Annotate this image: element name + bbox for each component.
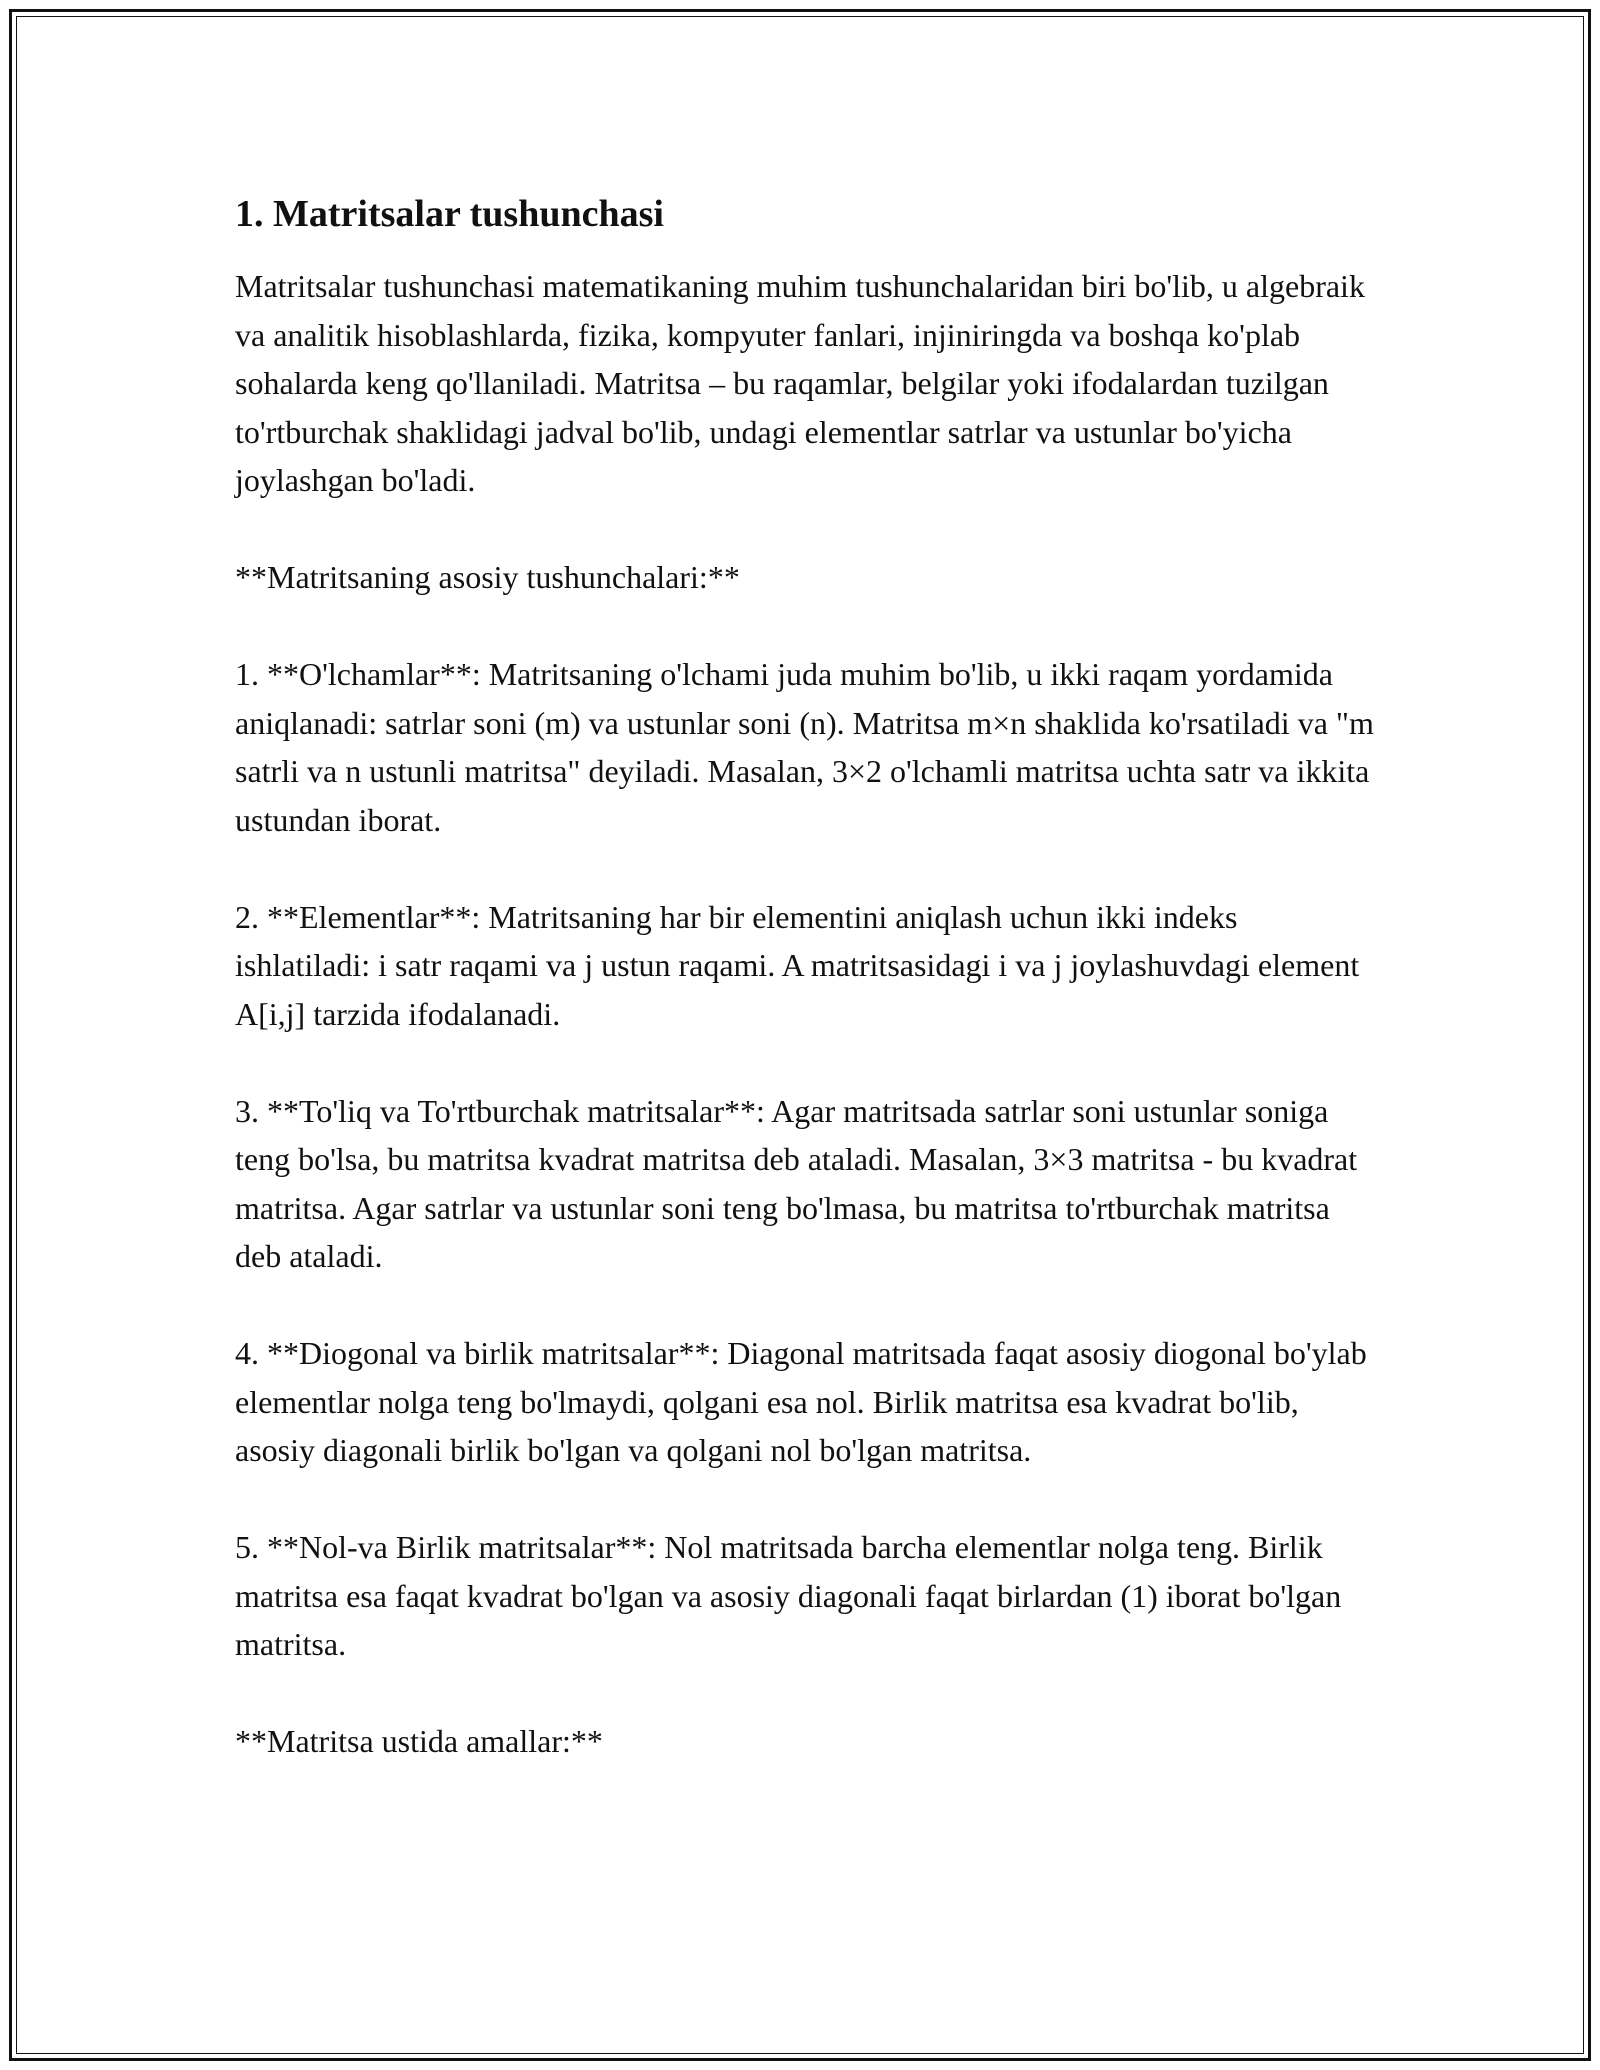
document-body bbox=[235, 188, 1375, 1814]
list-item-elements: 2. **Elementlar**: Matritsaning har bir elementini aniqlash uchun ikki indeks ishlatiladi: i satr raqami va j ustun raqami. A matritsasidagi i va j joylashuvdagi element A[i,j] tarzida ifodalanadi. bbox=[235, 898, 1360, 1032]
list-item-zero-identity: 5. **Nol-va Birlik matritsalar**: Nol matritsada barcha elementlar nolga teng. Birlik matritsa esa faqat kvadrat bo'lgan va asosiy diagonali faqat birlardan (1) iborat bo'lgan matritsa. bbox=[235, 1529, 1342, 1662]
section-heading: 1. Matritsalar tushunchasi bbox=[235, 193, 664, 235]
subheading-basic-concepts: **Matritsaning asosiy tushunchalari:** bbox=[235, 559, 740, 595]
intro-paragraph: Matritsalar tushunchasi matematikaning muhim tushunchalaridan biri bo'lib, u algebraik va analitik hisoblashlarda, fizika, kompyuter fanlari, injiniringda va boshqa ko'plab sohalarda keng qo'llaniladi. Matritsa – bu raqamlar, belgilar yoki ifodalardan tuzilgan to'rtburchak shaklidagi jadval bo'lib, undagi elementlar satrlar va ustunlar bo'yicha joylashgan bo'ladi. bbox=[235, 268, 1365, 498]
list-item-diagonal-identity: 4. **Diogonal va birlik matritsalar**: Diagonal matritsada faqat asosiy diogonal bo'ylab elementlar nolga teng bo'lmaydi, qolgani esa nol. Birlik matritsa esa kvadrat bo'lib, asosiy diagonali birlik bo'lgan va qolgani nol bo'lgan matritsa. bbox=[235, 1335, 1367, 1468]
list-item-square-rectangular: 3. **To'liq va To'rtburchak matritsalar**: Agar matritsada satrlar soni ustunlar soniga teng bo'lsa, bu matritsa kvadrat matritsa deb ataladi. Masalan, 3×3 matritsa - bu kvadrat matritsa. Agar satrlar va ustunlar soni teng bo'lmasa, bu matritsa to'rtburchak matritsa deb ataladi. bbox=[235, 1092, 1358, 1274]
list-item-dimensions: 1. **O'lchamlar**: Matritsaning o'lchami juda muhim bo'lib, u ikki raqam yordamida aniqlanadi: satrlar soni (m) va ustunlar soni (n). Matritsa m×n shaklida ko'rsatiladi va "m satrli va n ustunli matritsa" deyiladi. Masalan, 3×2 o'lchamli matritsa uchta satr va ikkita ustundan iborat. bbox=[235, 656, 1374, 838]
subheading-matrix-operations: **Matritsa ustida amallar:** bbox=[235, 1723, 603, 1759]
